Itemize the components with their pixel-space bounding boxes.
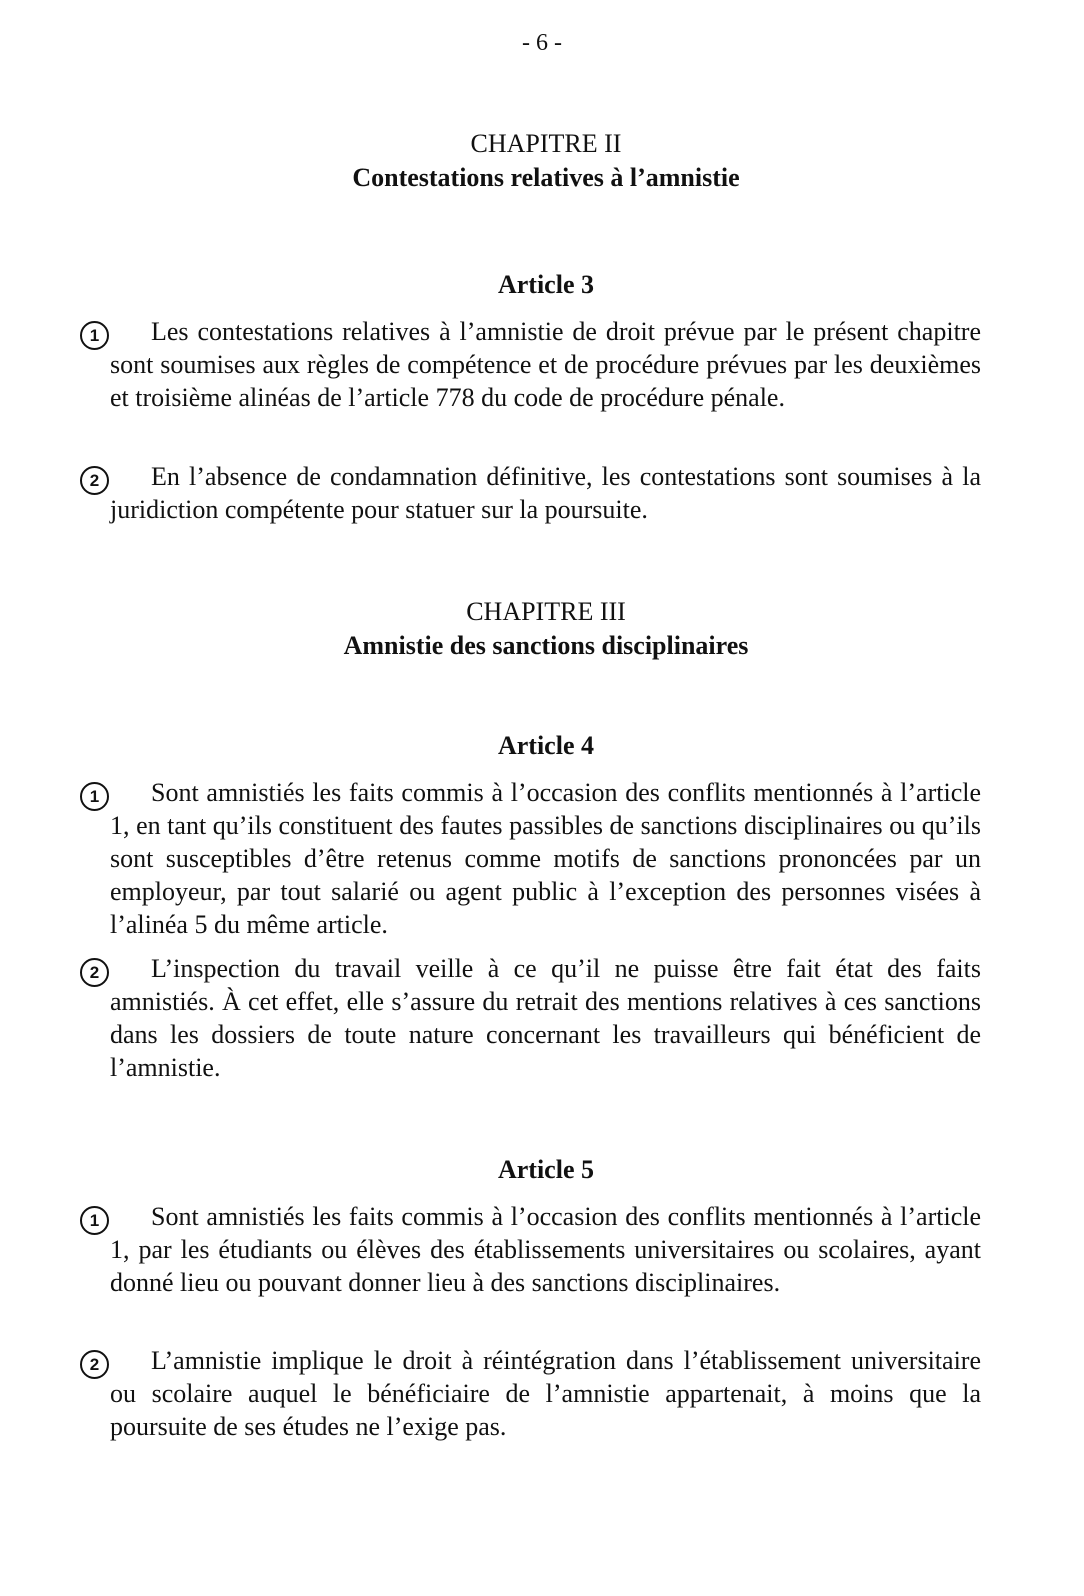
page-number: - 6 - xyxy=(522,30,562,56)
chapter-3 xyxy=(0,595,1084,663)
article-title: Article 3 xyxy=(497,270,594,299)
paragraph-number-marker: 2 xyxy=(80,1350,109,1379)
article-paragraph: En l’absence de condamnation définitive, les contestations sont soumises à la juridiction compétente pour statuer sur la poursuite. xyxy=(110,462,981,524)
chapter-label: CHAPITRE II xyxy=(470,129,622,158)
article-paragraph: L’amnistie implique le droit à réintégration dans l’établissement universitaire ou scolaire auquel le bénéficiaire de l’amnistie appartenait, à moins que la poursuite de ses études ne l’exige pas. xyxy=(110,1346,981,1441)
article-paragraph: Sont amnistiés les faits commis à l’occasion des conflits mentionnés à l’article 1, par les étudiants ou élèves des établissements universitaires ou scolaires, ayant donné lieu ou pouvant donner lieu à des sanctions disciplinaires. xyxy=(110,1202,981,1297)
paragraph-number-marker: 2 xyxy=(80,958,109,987)
article-title: Article 5 xyxy=(497,1155,594,1184)
chapter-heading: Contestations relatives à l’amnistie xyxy=(352,163,740,192)
paragraph-number-marker: 1 xyxy=(80,321,109,350)
article-paragraph: Les contestations relatives à l’amnistie de droit prévue par le présent chapitre sont soumises aux règles de compétence et de procédure prévues par les deuxièmes et troisième alinéas de l’article 778 du code de procédure pénale. xyxy=(110,317,981,412)
chapter-heading: Amnistie des sanctions disciplinaires xyxy=(343,631,749,660)
article-paragraph: Sont amnistiés les faits commis à l’occasion des conflits mentionnés à l’article 1, en tant qu’ils constituent des fautes passibles de sanctions disciplinaires ou qu’ils sont susceptibles d’être retenus comme motifs de sanctions prononcées par un employeur, par tout salarié ou agent public à l’exception des personnes visées à l’alinéa 5 du même article. xyxy=(110,778,981,939)
article-paragraph: L’inspection du travail veille à ce qu’il ne puisse être fait état des faits amnistiés. À cet effet, elle s’assure du retrait des mentions relatives à ces sanctions dans les dossiers de toute nature concernant les travailleurs qui bénéficient de l’amnistie. xyxy=(110,954,981,1082)
chapter-2 xyxy=(0,127,1084,195)
article-title: Article 4 xyxy=(497,731,594,760)
paragraph-number-marker: 1 xyxy=(80,782,109,811)
paragraph-number-marker: 1 xyxy=(80,1206,109,1235)
paragraph-number-marker: 2 xyxy=(80,466,109,495)
chapter-label: CHAPITRE III xyxy=(466,597,626,626)
